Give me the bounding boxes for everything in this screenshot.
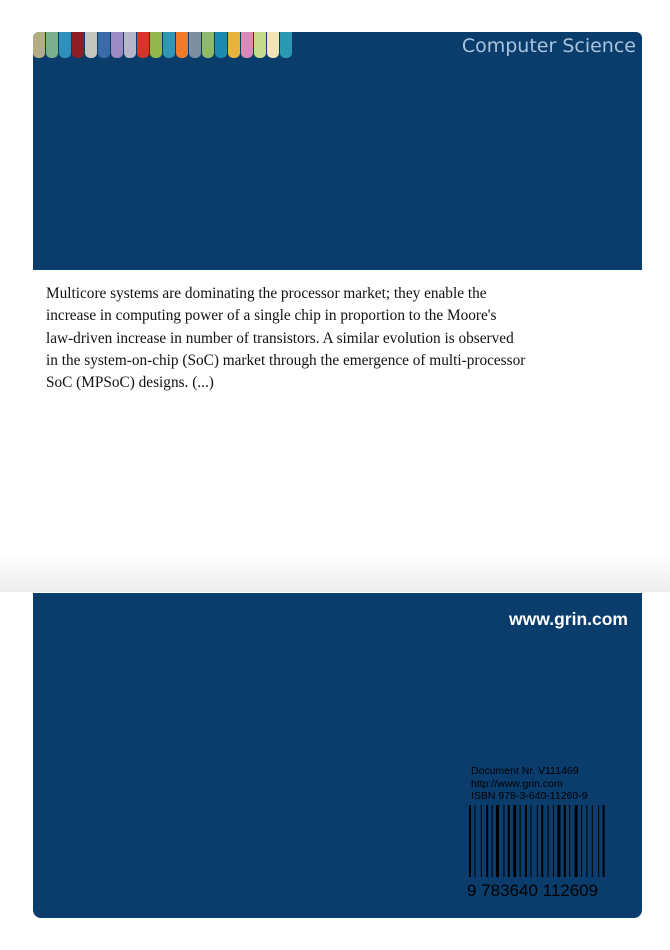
color-stripe xyxy=(241,32,253,58)
barcode-bar xyxy=(575,805,578,877)
blurb-line: increase in computing power of a single chip in proportion to the Moore's xyxy=(46,307,497,325)
color-stripe xyxy=(189,32,201,58)
color-stripe xyxy=(150,32,162,58)
color-stripe xyxy=(280,32,292,58)
blurb-line: Multicore systems are dominating the processor market; they enable the xyxy=(46,285,487,302)
barcode-bar xyxy=(513,805,516,877)
color-stripe xyxy=(59,32,71,58)
barcode-digits: 9 783640 112609 xyxy=(467,881,599,900)
document-url[interactable]: http://www.grin.com xyxy=(471,777,563,790)
barcode-bar xyxy=(537,805,538,885)
color-stripe xyxy=(124,32,136,58)
color-stripe xyxy=(176,32,188,58)
barcode-bar xyxy=(486,805,488,877)
color-stripe xyxy=(137,32,149,58)
cover-header-panel xyxy=(33,32,642,270)
barcode-bar xyxy=(520,805,521,877)
blurb-line: law-driven increase in number of transistors. A similar evolution is observed xyxy=(46,329,514,347)
barcode-bar xyxy=(586,805,587,877)
color-stripe xyxy=(46,32,58,58)
color-stripe xyxy=(254,32,266,58)
isbn-barcode xyxy=(465,805,635,903)
isbn-text: ISBN 978-3-640-11260-9 xyxy=(471,790,588,802)
barcode-bar xyxy=(553,805,554,877)
document-number: Document Nr. V111469 xyxy=(471,765,579,777)
website-link[interactable]: www.grin.com xyxy=(509,609,628,629)
barcode-bar xyxy=(598,805,599,877)
barcode-bar xyxy=(503,805,504,877)
color-stripe xyxy=(228,32,240,58)
blurb-line: in the system-on-chip (SoC) market through the emergence of multi-processor xyxy=(46,351,526,369)
barcode-bar xyxy=(557,805,560,877)
barcode-bar xyxy=(481,805,482,877)
barcode-bar xyxy=(530,805,531,877)
barcode-bar xyxy=(548,805,549,877)
color-stripe xyxy=(215,32,227,58)
color-stripe xyxy=(33,32,45,58)
book-blurb xyxy=(46,283,566,394)
color-stripe xyxy=(267,32,279,58)
barcode-bar xyxy=(569,805,570,877)
category-label: Computer Science xyxy=(461,35,636,57)
barcode-bar xyxy=(592,805,593,877)
color-stripe xyxy=(111,32,123,58)
barcode-bar xyxy=(603,805,605,885)
barcode-bar xyxy=(474,805,475,885)
barcode-bar xyxy=(541,805,543,885)
color-stripe xyxy=(98,32,110,58)
barcode-bar xyxy=(496,805,499,877)
color-stripe xyxy=(72,32,84,58)
color-stripe xyxy=(163,32,175,58)
document-meta xyxy=(471,765,588,803)
barcode-bar xyxy=(492,805,493,877)
cover-footer-panel xyxy=(33,593,642,918)
color-stripe xyxy=(202,32,214,58)
color-stripe xyxy=(85,32,97,58)
barcode-bar xyxy=(581,805,582,877)
barcode-bar xyxy=(508,805,510,877)
barcode-bar xyxy=(525,805,527,877)
barcode-bar xyxy=(564,805,566,877)
color-stripes xyxy=(33,32,293,58)
blurb-line: SoC (MPSoC) designs. (...) xyxy=(46,374,214,392)
barcode-bar xyxy=(469,805,471,885)
